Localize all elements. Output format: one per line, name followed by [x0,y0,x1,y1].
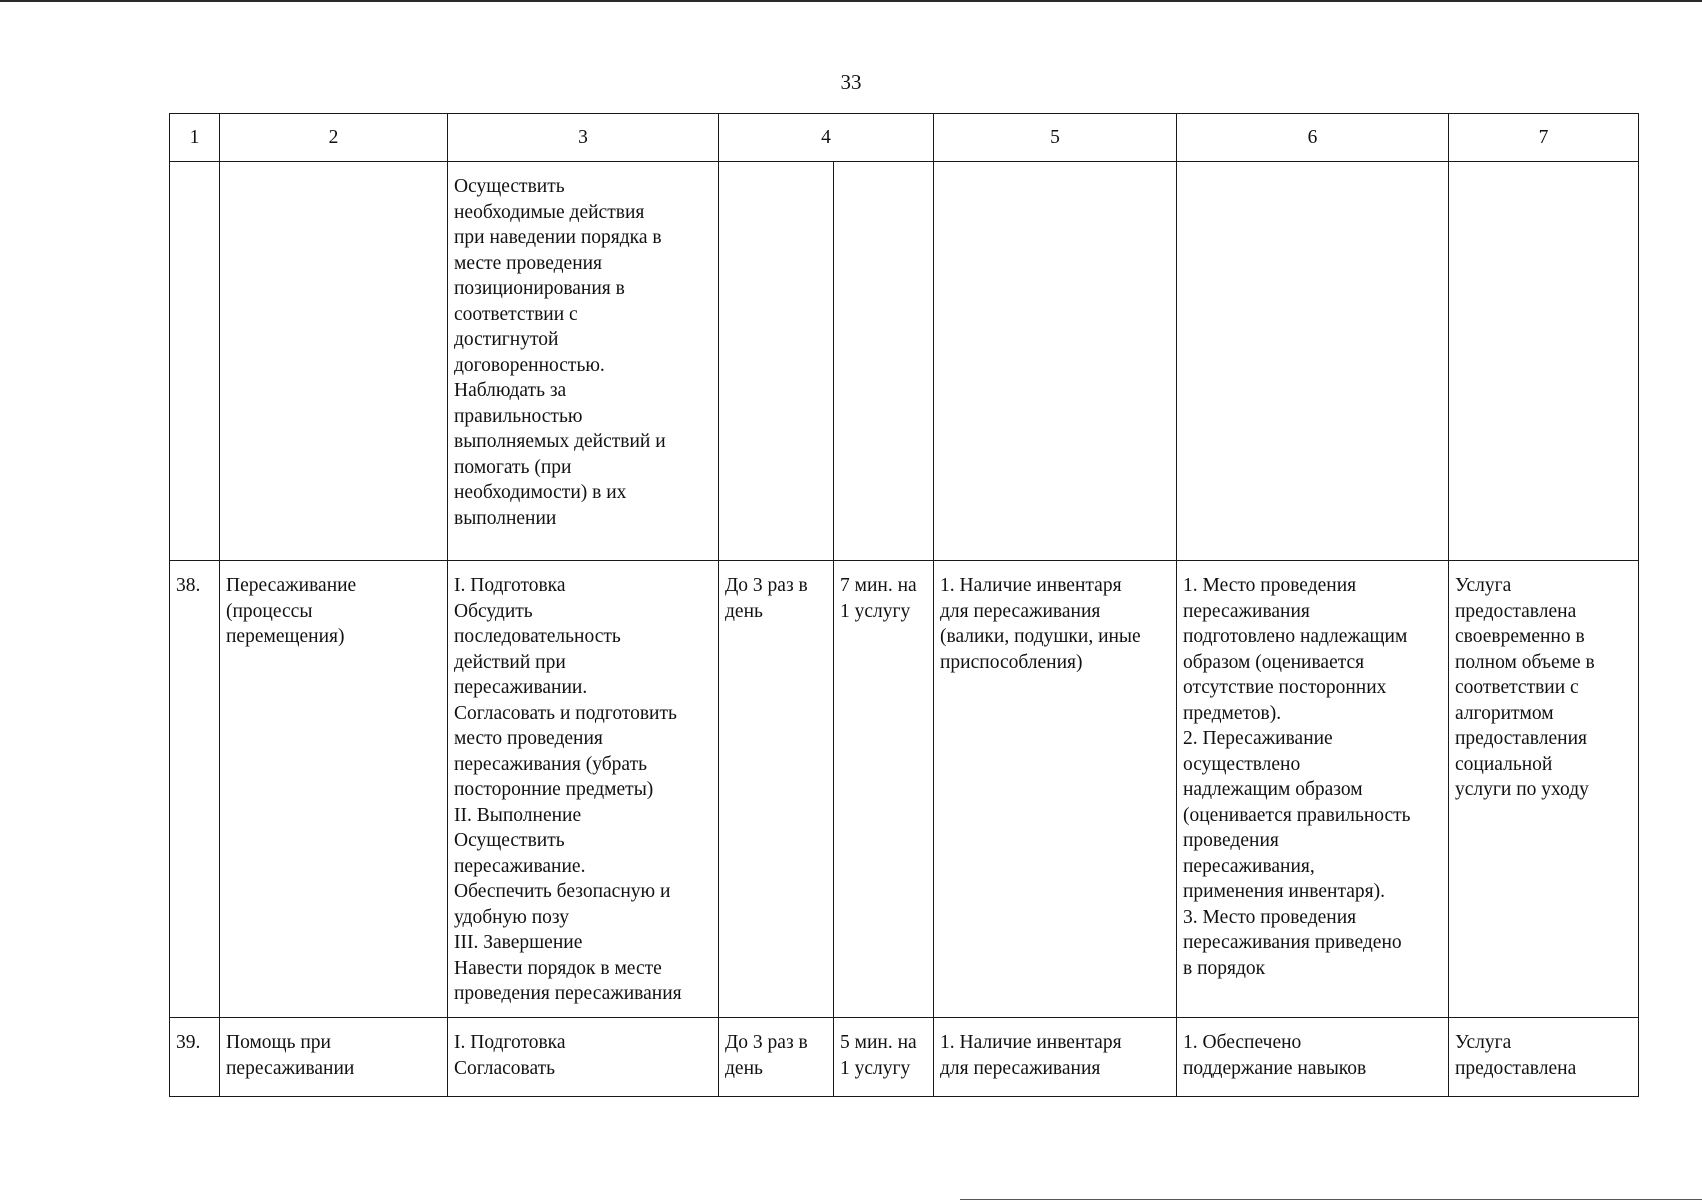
evaluation-cell [1449,162,1639,561]
result-cell: 1. Обеспечено поддержание навыков [1177,1018,1449,1097]
row-number-cell: 38. [170,561,220,1018]
service-name-cell: Помощь при пересаживании [220,1018,448,1097]
frequency-cell: До 3 раз в день [719,561,834,1018]
table-row [170,162,1639,561]
header-cell-1: 1 [170,114,220,162]
service-steps-cell: Осуществить необходимые действия при наведении порядка в месте проведения позиционирования в соответствии с достигнутой договоренностью. Наблюдать за правильностью выполняемых действий и помогать (при необходимости) в их выполнении [448,162,719,561]
duration-cell: 5 мин. на 1 услугу [834,1018,934,1097]
header-cell-7: 7 [1449,114,1639,162]
table-row [170,1018,1639,1097]
conditions-cell [934,162,1177,561]
duration-cell [834,162,934,561]
conditions-cell: 1. Наличие инвентаря для пересаживания (валики, подушки, иные приспособления) [934,561,1177,1018]
service-name-cell: Пересаживание (процессы перемещения) [220,561,448,1018]
services-table [169,113,1639,1097]
conditions-cell: 1. Наличие инвентаря для пересаживания [934,1018,1177,1097]
service-name-cell [220,162,448,561]
frequency-cell [719,162,834,561]
header-cell-6: 6 [1177,114,1449,162]
page-number: 33 [840,70,862,94]
duration-cell: 7 мин. на 1 услугу [834,561,934,1018]
row-number-cell: 39. [170,1018,220,1097]
row-number-cell [170,162,220,561]
service-steps-cell: I. Подготовка Обсудить последовательность действий при пересаживании. Согласовать и подготовить место проведения пересаживания (убрать посторонние предметы) II. Выполнение Осуществить пересаживание. Обеспечить безопасную и удобную позу III. Завершение Навести порядок в месте проведения пересаживания [448,561,719,1018]
service-steps-cell: I. Подготовка Согласовать [448,1018,719,1097]
header-cell-4: 4 [719,114,934,162]
evaluation-cell: Услуга предоставлена своевременно в полном объеме в соответствии с алгоритмом предоставления социальной услуги по уходу [1449,561,1639,1018]
result-cell [1177,162,1449,561]
header-cell-2: 2 [220,114,448,162]
header-cell-5: 5 [934,114,1177,162]
table-row [170,561,1639,1018]
table-header-row [170,114,1639,162]
evaluation-cell: Услуга предоставлена [1449,1018,1639,1097]
frequency-cell: До 3 раз в день [719,1018,834,1097]
header-cell-3: 3 [448,114,719,162]
result-cell: 1. Место проведения пересаживания подготовлено надлежащим образом (оценивается отсутствие посторонних предметов). 2. Пересаживание осуществлено надлежащим образом (оценивается правильность проведения пересаживания, применения инвентаря). 3. Место проведения пересаживания приведено в порядок [1177,561,1449,1018]
top-scan-edge [0,0,1702,2]
